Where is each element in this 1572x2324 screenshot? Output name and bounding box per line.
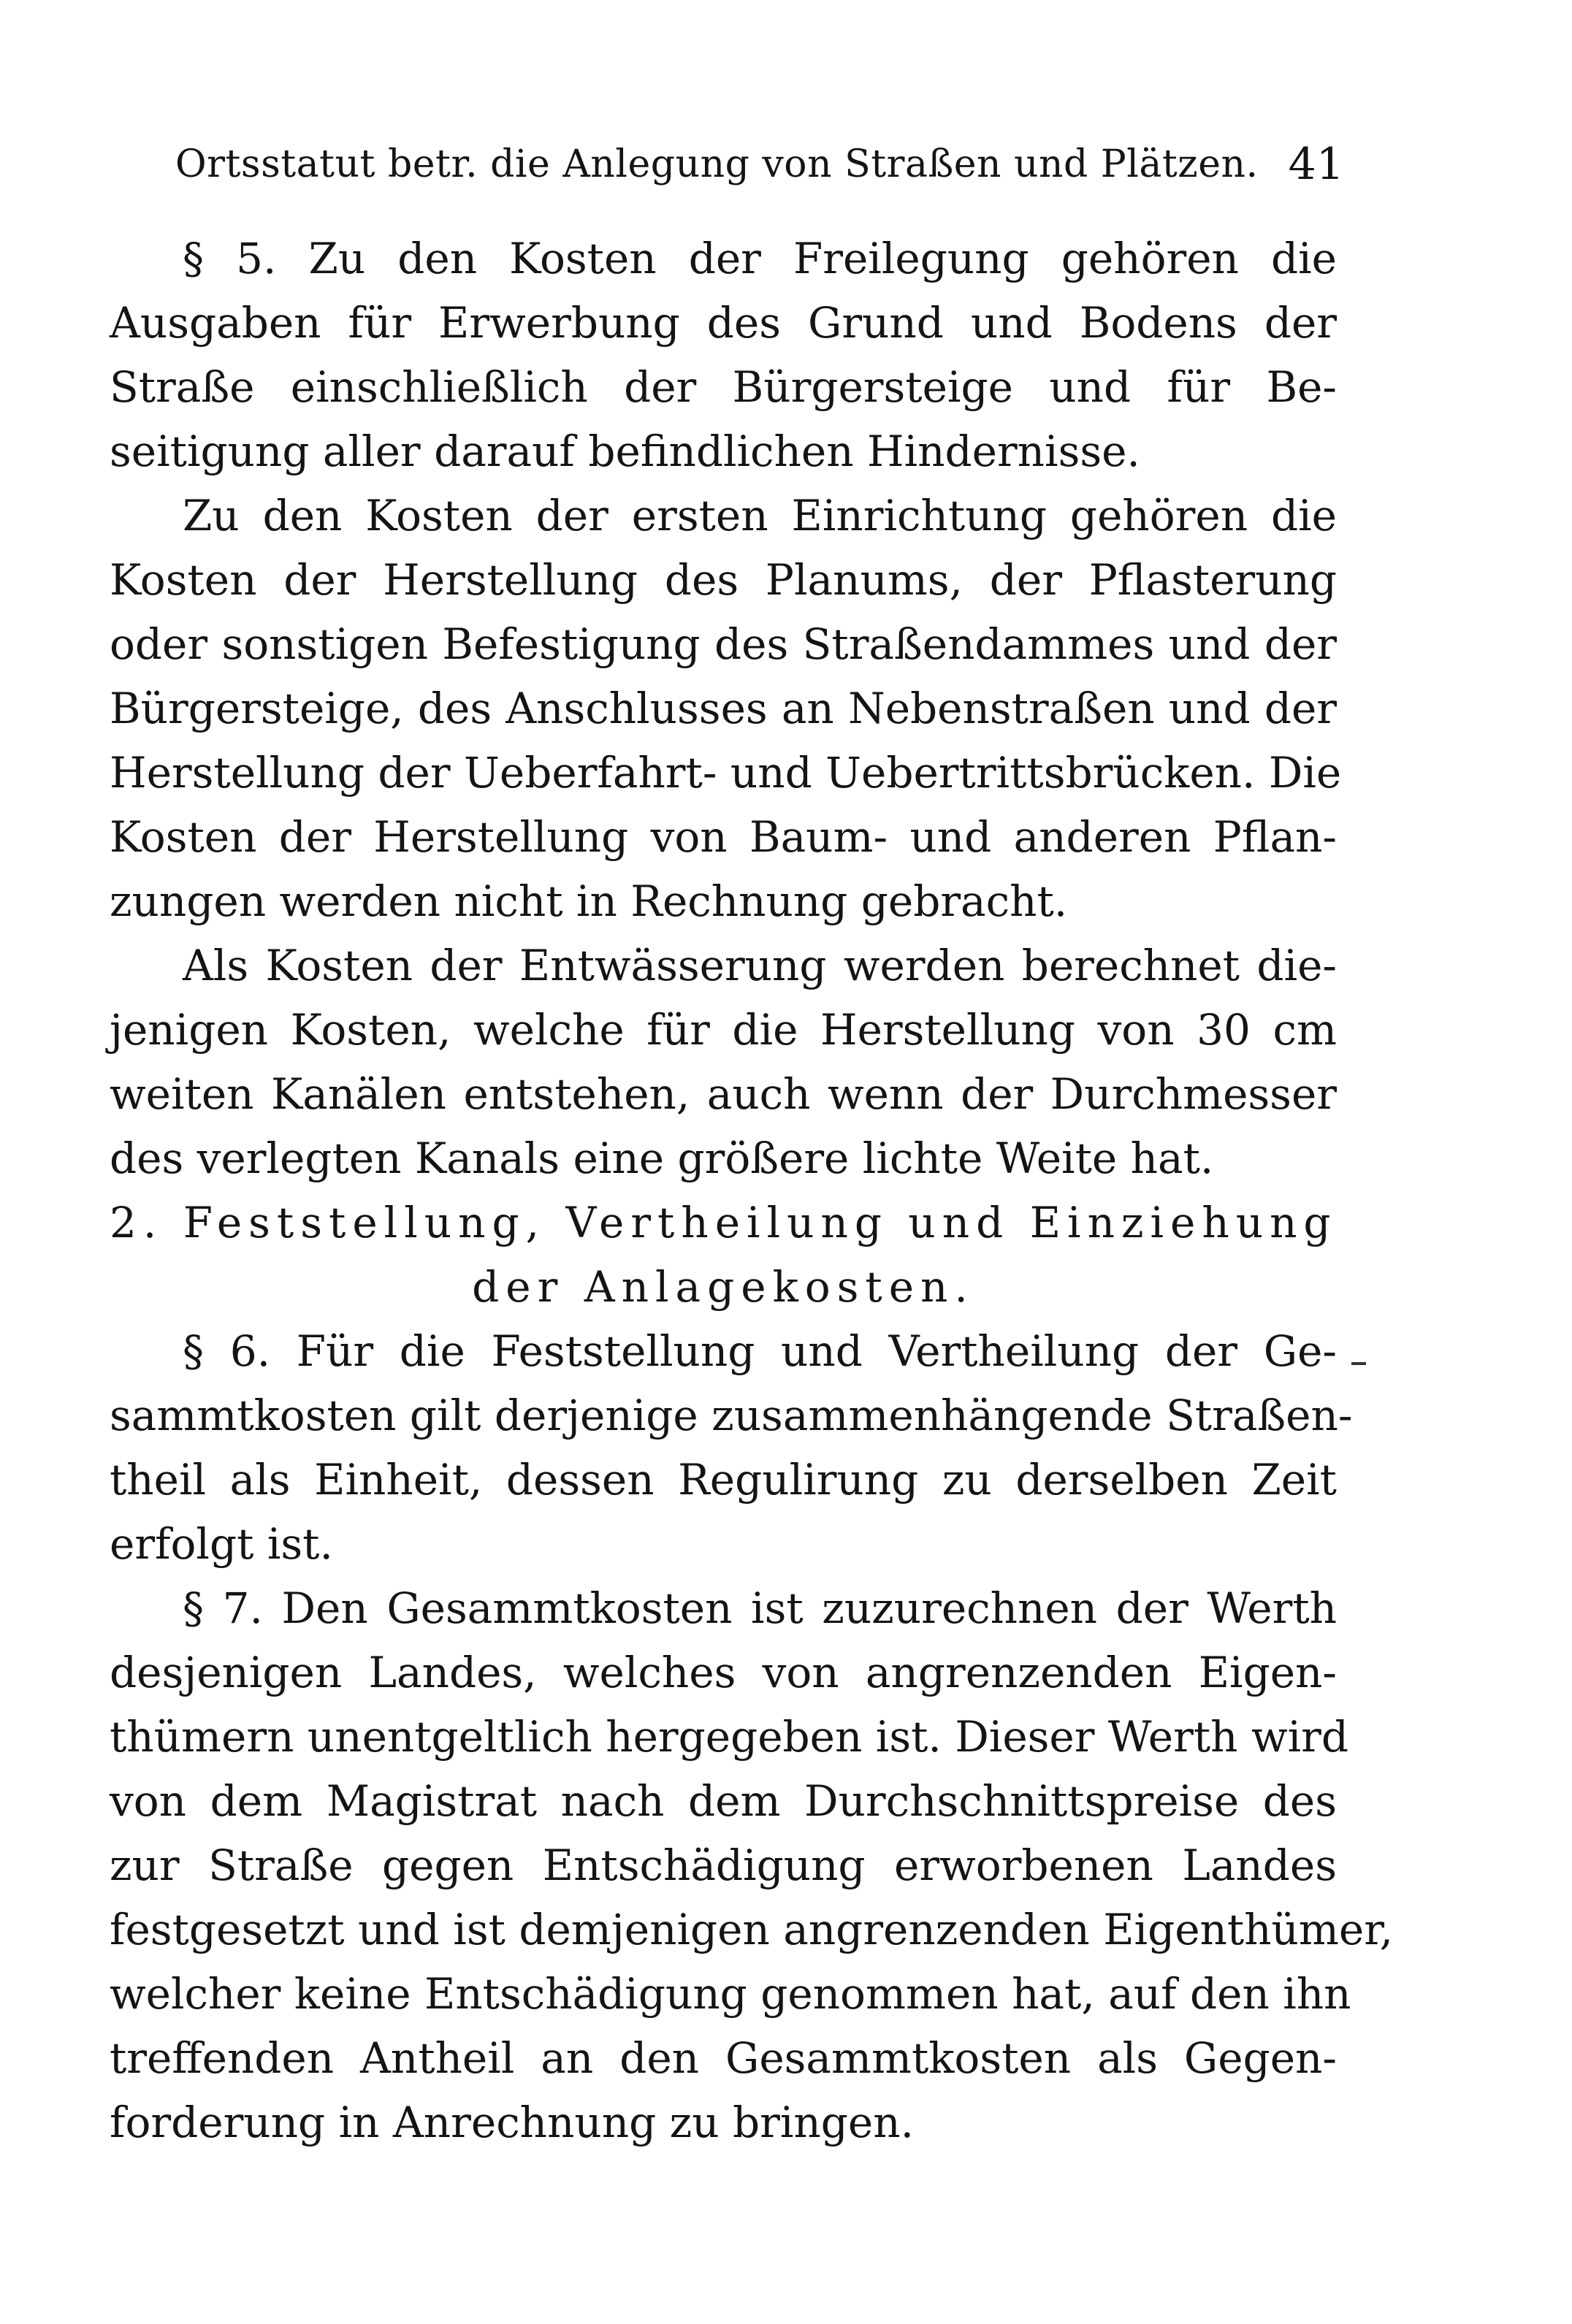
text-line: welcher keine Entschädigung genommen hat, auf den ihn: [110, 1969, 1351, 2019]
text-line: von dem Magistrat nach dem Durchschnittspreise des: [110, 1776, 1337, 1826]
text-line: Herstellung der Ueberfahrt- und Uebertrittsbrücken. Die: [110, 748, 1342, 798]
text-line: Ausgaben für Erwerbung des Grund und Bodens der: [110, 298, 1337, 348]
running-title: Ortsstatut betr. die Anlegung von Straßen und Plätzen.: [175, 142, 1259, 186]
text-line: treffenden Antheil an den Gesammtkosten als Gegen-: [110, 2033, 1337, 2083]
text-line: Kosten der Herstellung von Baum- und anderen Pflan-: [110, 812, 1337, 862]
text-line: erfolgt ist.: [110, 1519, 333, 1569]
text-line: weiten Kanälen entstehen, auch wenn der Durchmesser: [110, 1069, 1337, 1119]
text-line: Als Kosten der Entwässerung werden berechnet die-: [183, 941, 1337, 990]
page-header: [175, 131, 1344, 197]
text-line: Zu den Kosten der ersten Einrichtung gehören die: [183, 491, 1337, 540]
text-line: § 6. Für die Feststellung und Vertheilung der Ge-: [183, 1326, 1337, 1376]
text-line: theil als Einheit, dessen Regulirung zu derselben Zeit: [110, 1455, 1337, 1505]
text-line: jenigen Kosten, welche für die Herstellung von 30 cm: [110, 1005, 1337, 1055]
text-line: § 7. Den Gesammtkosten ist zuzurechnen der Werth: [183, 1583, 1337, 1633]
text-line: thümern unentgeltlich hergegeben ist. Dieser Werth wird: [110, 1712, 1348, 1762]
text-line: Straße einschließlich der Bürgersteige und für Be-: [110, 362, 1337, 412]
text-line: oder sonstigen Befestigung des Straßendammes und der: [110, 619, 1337, 669]
text-line: festgesetzt und ist demjenigen angrenzenden Eigenthümer,: [110, 1905, 1394, 1954]
section-heading: der Anlagekosten.: [472, 1262, 974, 1312]
text-line: sammtkosten gilt derjenige zusammenhängende Straßen-: [110, 1391, 1353, 1440]
text-line: seitigung aller darauf befindlichen Hindernisse.: [110, 427, 1140, 476]
text-line: § 5. Zu den Kosten der Freilegung gehören die: [183, 234, 1337, 283]
body-text: [110, 226, 1394, 2155]
text-line: zungen werden nicht in Rechnung gebracht.: [110, 876, 1068, 926]
text-line: Bürgersteige, des Anschlusses an Nebenstraßen und der: [110, 684, 1337, 733]
book-page: [110, 110, 1394, 2228]
text-line: Kosten der Herstellung des Planums, der Pflasterung: [110, 555, 1337, 605]
section-heading: 2. Feststellung, Vertheilung und Einziehung: [110, 1198, 1338, 1247]
page-number: 41: [1288, 139, 1344, 190]
stray-mark: [1351, 1362, 1366, 1365]
text-line: forderung in Anrechnung zu bringen.: [110, 2098, 915, 2147]
text-line: desjenigen Landes, welches von angrenzenden Eigen-: [110, 1648, 1337, 1697]
text-line: zur Straße gegen Entschädigung erworbenen Landes: [110, 1841, 1337, 1890]
text-line: des verlegten Kanals eine größere lichte Weite hat.: [110, 1134, 1214, 1183]
